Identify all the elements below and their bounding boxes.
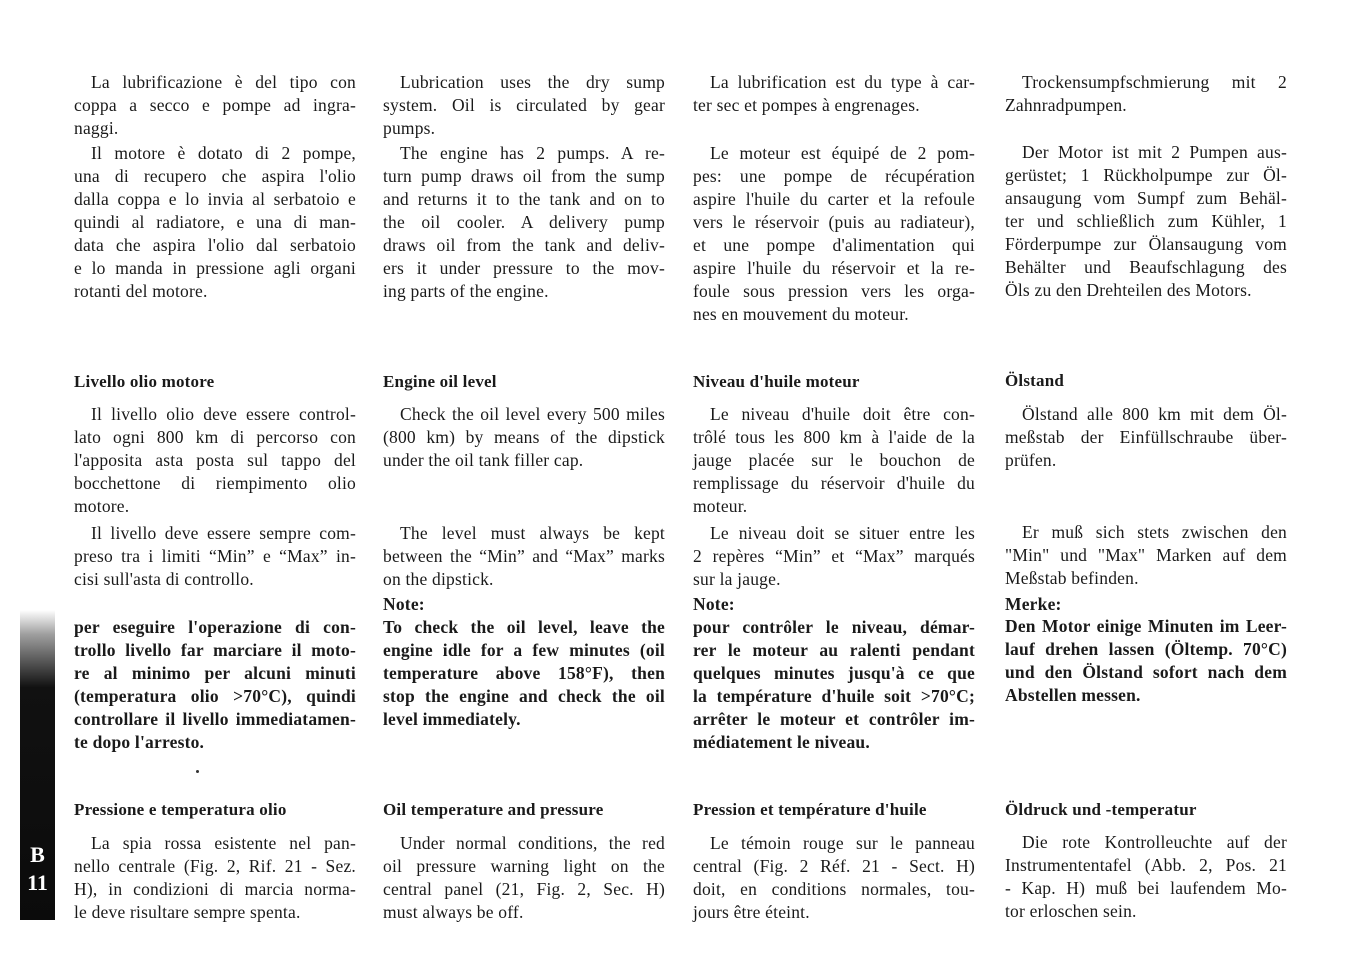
text-line: Oil temperature and pressure (383, 800, 604, 819)
text-line: rotanti del motore. (74, 281, 208, 301)
text-line: pes: une pompe de récupération (693, 166, 975, 186)
paragraph (693, 832, 975, 924)
note-paragraph (693, 616, 975, 754)
text-line: Engine oil level (383, 372, 497, 391)
paragraph (693, 142, 975, 326)
paragraph (1005, 141, 1287, 302)
text-line: 2 repères “Min” et “Max” marqués (693, 546, 975, 566)
text-line: et une pompe d'alimentation qui (693, 235, 975, 255)
text-line: una di recupero che aspira l'olio (74, 166, 356, 186)
text-line: temperature above 158°F), then (383, 663, 665, 683)
text-line: To check the oil level, leave the (383, 617, 665, 637)
text-line: Förderpumpe zur Ölansaugung vom (1005, 234, 1287, 254)
stray-dot (196, 770, 199, 773)
text-line: trôlé tous les 800 km à l'aide de la (693, 427, 975, 447)
text-line: ter sec et pompes à engrenages. (693, 95, 920, 115)
note-paragraph (383, 616, 665, 731)
text-line: Öls zu den Drehteilen des Motors. (1005, 280, 1252, 300)
text-line: dalla coppa e lo invia al serbatoio e (74, 189, 356, 209)
text-line: quindi al radiatore, e una di man- (74, 212, 356, 232)
text-line: Behälter und Beaufschlagung des (1005, 257, 1287, 277)
text-line: Le moteur est équipé de 2 pom- (710, 143, 975, 163)
text-line: quelques minutes jusqu'à ce que (693, 663, 975, 683)
text-line: motore. (74, 496, 130, 516)
paragraph (1005, 403, 1287, 472)
text-line: jauge placée sur le bouchon de (693, 450, 975, 470)
text-line: l'apposita asta posta sul tappo del (74, 450, 356, 470)
section-letter: B (30, 842, 45, 867)
note-label (383, 593, 665, 616)
text-line: naggi. (74, 118, 119, 138)
text-line: system. Oil is circulated by gear (383, 95, 665, 115)
text-line: - Kap. H) muß bei laufendem Mo- (1005, 878, 1287, 898)
paragraph (74, 832, 356, 924)
text-line: Lubrication uses the dry sump (400, 72, 665, 92)
text-line: moteur. (693, 496, 748, 516)
text-line: engine idle for a few minutes (oil (383, 640, 665, 660)
text-line: Die rote Kontrolleuchte auf der (1022, 832, 1287, 852)
text-line: per eseguire l'operazione di con- (74, 617, 356, 637)
paragraph (74, 142, 356, 303)
text-line: La spia rossa esistente nel pan- (91, 833, 356, 853)
paragraph (693, 522, 975, 591)
text-line: sur la jauge. (693, 569, 781, 589)
text-line: ing parts of the engine. (383, 281, 549, 301)
paragraph (693, 403, 975, 518)
text-line: le deve risultare sempre spenta. (74, 902, 301, 922)
text-line: Der Motor ist mit 2 Pumpen aus- (1022, 142, 1287, 162)
text-line: Note: (383, 594, 425, 614)
text-line: must always be off. (383, 902, 524, 922)
section-tab (20, 610, 55, 920)
text-line: te dopo l'arresto. (74, 732, 205, 752)
text-line: Instrumententafel (Abb. 2, Pos. 21 (1005, 855, 1287, 875)
text-line: lauf drehen lassen (Öltemp. 70°C) (1005, 639, 1287, 659)
text-line: oil pressure warning light on the (383, 856, 665, 876)
text-line: prüfen. (1005, 450, 1057, 470)
text-line: ter und schließlich zum Kühler, 1 (1005, 211, 1287, 231)
text-line: rer le moteur au ralenti pendant (693, 640, 975, 660)
text-line: Check the oil level every 500 miles (400, 404, 665, 424)
text-line: aspire l'huile du réservoir et la re- (693, 258, 975, 278)
text-line: The engine has 2 pumps. A re- (400, 143, 665, 163)
text-line: Livello olio motore (74, 372, 215, 391)
text-line: and returns it to the tank and on to (383, 189, 665, 209)
text-line: Il motore è dotato di 2 pompe, (91, 143, 356, 163)
text-line: the oil cooler. A delivery pump (383, 212, 665, 232)
text-line: coppa a secco e pompe ad ingra- (74, 95, 356, 115)
section-heading (74, 798, 356, 821)
text-line: Öldruck und -temperatur (1005, 800, 1197, 819)
section-heading (74, 370, 356, 393)
text-line: bocchettone di riempimento olio (74, 473, 356, 493)
text-line: Le témoin rouge sur le panneau (710, 833, 975, 853)
text-line: la température d'huile soit >70°C; (693, 686, 975, 706)
text-line: re al minimo per alcuni minuti (74, 663, 356, 683)
text-line: on the dipstick. (383, 569, 494, 589)
text-line: central (Fig. 2 Réf. 21 - Sect. H) (693, 856, 975, 876)
note-label (693, 593, 975, 616)
note-label (1005, 593, 1287, 616)
text-line: Il livello deve essere sempre com- (91, 523, 356, 543)
text-line: tor erloschen sein. (1005, 901, 1137, 921)
section-heading (693, 798, 975, 821)
text-line: ers it under pressure to the mov- (383, 258, 665, 278)
text-line: Den Motor einige Minuten im Leer- (1005, 616, 1287, 636)
paragraph (1005, 521, 1287, 590)
text-line: Le niveau doit se situer entre les (710, 523, 975, 543)
text-line: nes en mouvement du moteur. (693, 304, 909, 324)
text-line: under the oil tank filler cap. (383, 450, 584, 470)
text-line: ansaugung vom Sumpf zum Behäl- (1005, 188, 1287, 208)
paragraph (1005, 71, 1287, 117)
paragraph (383, 403, 665, 472)
paragraph (74, 71, 356, 140)
section-heading (383, 370, 665, 393)
text-line: H), in condizioni di marcia norma- (74, 879, 356, 899)
text-line: (800 km) by means of the dipstick (383, 427, 665, 447)
text-line: Abstellen messen. (1005, 685, 1141, 705)
text-line: remplissage du réservoir d'huile du (693, 473, 975, 493)
text-line: Trockensumpfschmierung mit 2 (1022, 72, 1287, 92)
text-line: Le niveau d'huile doit être con- (710, 404, 975, 424)
text-line: pour contrôler le niveau, démar- (693, 617, 975, 637)
text-line: Pressione e temperatura olio (74, 800, 287, 819)
text-line: data che aspira l'olio dal serbatoio (74, 235, 356, 255)
text-line: turn pump draws oil from the sump (383, 166, 665, 186)
text-line: stop the engine and check the oil (383, 686, 665, 706)
text-line: Ölstand alle 800 km mit dem Öl- (1022, 404, 1287, 424)
text-line: (temperatura olio >70°C), quindi (74, 686, 356, 706)
section-heading (383, 798, 665, 821)
text-line: central panel (21, Fig. 2, Sec. H) (383, 879, 665, 899)
text-line: Pression et température d'huile (693, 800, 927, 819)
text-line: trollo livello far marciare il moto- (74, 640, 356, 660)
text-line: foule sous pression vers les orga- (693, 281, 975, 301)
text-line: médiatement le niveau. (693, 732, 870, 752)
paragraph (74, 522, 356, 591)
text-line: Ölstand (1005, 371, 1065, 390)
text-line: Er muß sich stets zwischen den (1022, 522, 1287, 542)
text-line: Niveau d'huile moteur (693, 372, 860, 391)
note-paragraph (74, 616, 356, 754)
text-line: The level must always be kept (400, 523, 665, 543)
paragraph (383, 832, 665, 924)
text-line: draws oil from the tank and deliv- (383, 235, 665, 255)
text-line: pumps. (383, 118, 436, 138)
note-paragraph (1005, 615, 1287, 707)
text-line: Il livello olio deve essere control- (91, 404, 356, 424)
text-line: "Min" und "Max" Marken auf dem (1005, 545, 1287, 565)
text-line: nello centrale (Fig. 2, Rif. 21 - Sez. (74, 856, 356, 876)
text-line: Zahnradpumpen. (1005, 95, 1127, 115)
text-line: lato ogni 800 km di percorso con (74, 427, 356, 447)
section-heading (693, 370, 975, 393)
paragraph (383, 522, 665, 591)
paragraph (1005, 831, 1287, 923)
text-line: Note: (693, 594, 735, 614)
text-line: La lubrificazione è del tipo con (91, 72, 356, 92)
text-line: level immediately. (383, 709, 521, 729)
text-line: cisi sull'asta di controllo. (74, 569, 254, 589)
text-line: preso tra i limiti “Min” e “Max” in- (74, 546, 356, 566)
text-line: controllare il livello immediatamen- (74, 709, 356, 729)
text-line: arrêter le moteur et contrôler im- (693, 709, 975, 729)
text-line: jours être éteint. (693, 902, 810, 922)
text-line: La lubrification est du type à car- (710, 72, 975, 92)
section-heading (1005, 369, 1287, 392)
text-line: Merke: (1005, 594, 1062, 614)
text-line: meßstab der Einfüllschraube über- (1005, 427, 1287, 447)
text-line: Under normal conditions, the red (400, 833, 665, 853)
paragraph (383, 142, 665, 303)
text-line: e lo manda in pressione agli organi (74, 258, 356, 278)
text-line: und den Ölstand sofort nach dem (1005, 662, 1287, 682)
section-heading (1005, 798, 1287, 821)
text-line: gerüstet; 1 Rückholpumpe zur Öl- (1005, 165, 1287, 185)
paragraph (74, 403, 356, 518)
text-line: between the “Min” and “Max” marks (383, 546, 665, 566)
text-line: aspire l'huile du carter et la refoule (693, 189, 975, 209)
text-line: Meßstab befinden. (1005, 568, 1139, 588)
text-line: vers le réservoir (puis au radiateur), (693, 212, 975, 232)
page-number: 11 (27, 870, 48, 895)
paragraph (383, 71, 665, 140)
text-line: doit, en conditions normales, tou- (693, 879, 975, 899)
paragraph (693, 71, 975, 117)
